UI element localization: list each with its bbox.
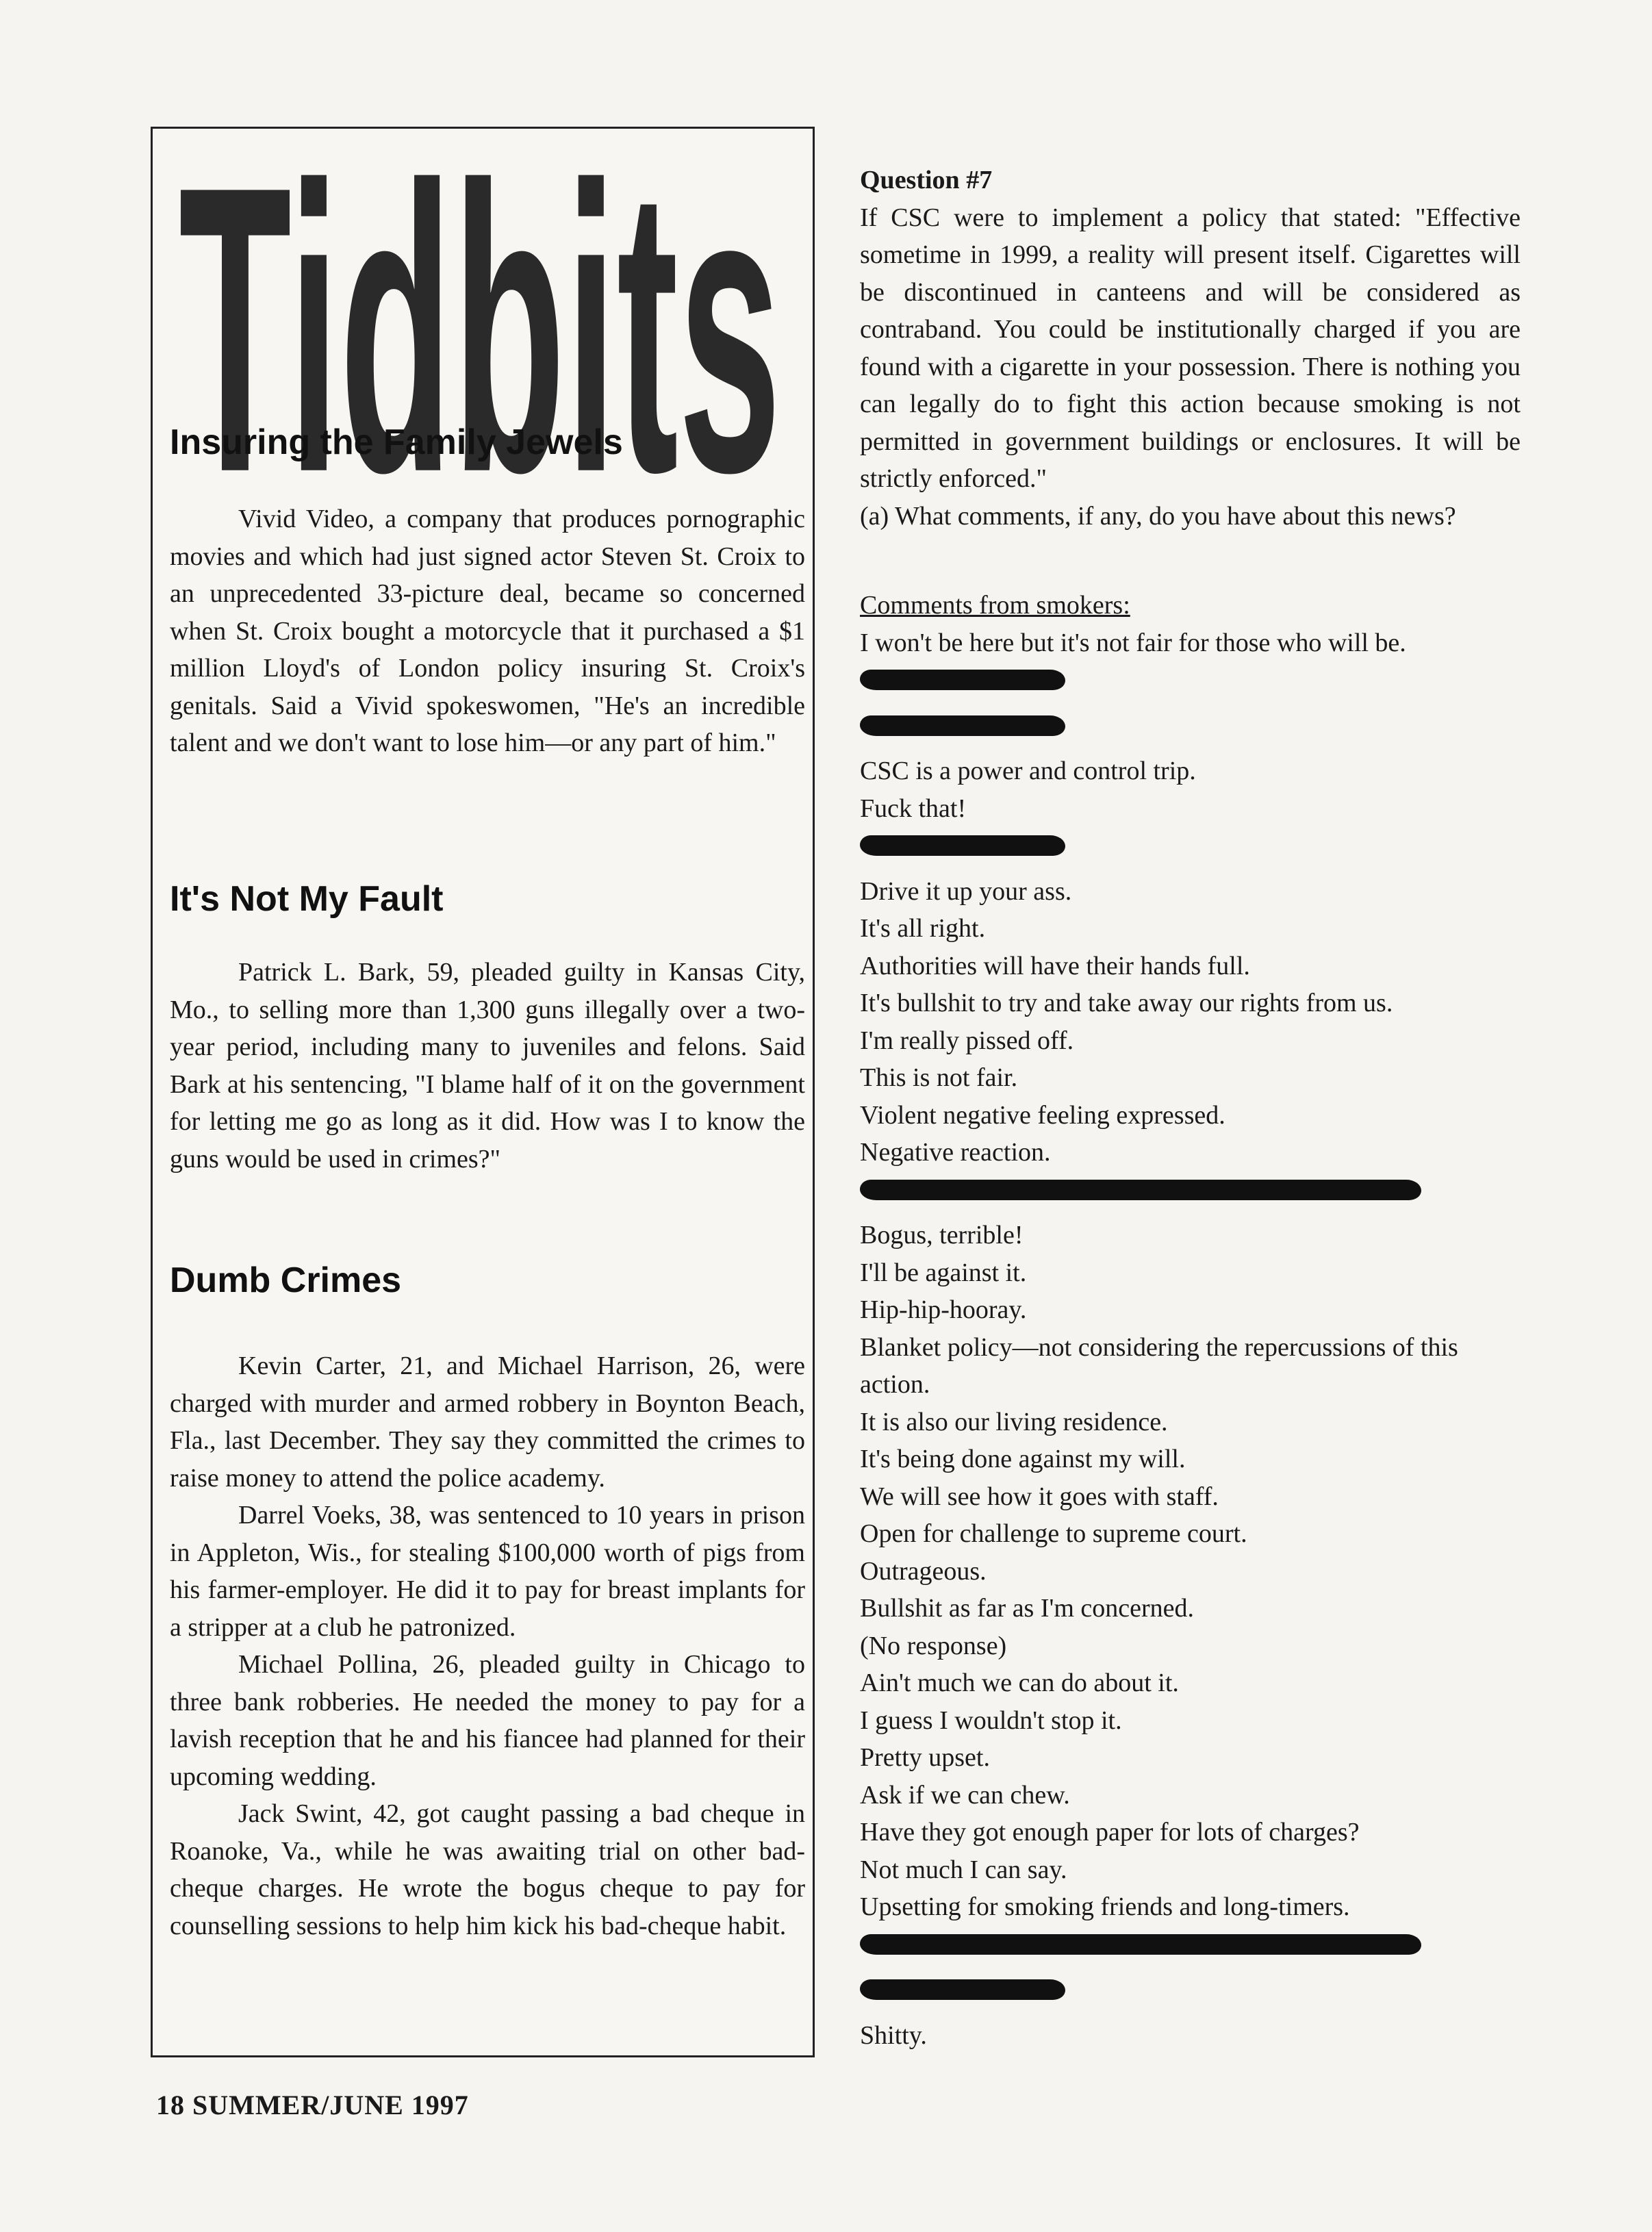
question-sub: (a) What comments, if any, do you have about this news? xyxy=(860,501,1456,531)
comment-item: Hip-hip-hooray. xyxy=(860,1295,1027,1324)
tidbits-box xyxy=(151,127,815,2057)
redaction-bar xyxy=(860,670,1065,690)
redacted-comment xyxy=(860,1979,1521,2017)
article-paragraph: Darrel Voeks, 38, was sentenced to 10 years in prison in Appleton, Wis., for stealing $100,000 worth of pigs from his farmer-employer. He did it to pay for breast implants for a stripper at a club he patronized. xyxy=(170,1501,805,1642)
comment-item: It is also our living residence. xyxy=(860,1407,1168,1436)
comment-item: Negative reaction. xyxy=(860,1138,1051,1167)
comment-item: Blanket policy—not considering the repercussions of this action. xyxy=(860,1332,1458,1399)
redaction-bar xyxy=(860,835,1065,856)
article-paragraph: Jack Swint, 42, got caught passing a bad cheque in Roanoke, Va., while he was awaiting trial on other bad-cheque charges. He wrote the bogus cheque to pay for counselling sessions to help him kick his bad-cheque habit. xyxy=(170,1799,805,1940)
masthead-title: Tidbits xyxy=(179,163,781,533)
article-paragraph: Michael Pollina, 26, pleaded guilty in Chicago to three bank robberies. He needed the money to pay for a lavish reception that he and his fiancee had planned for their upcoming wedding. xyxy=(170,1650,805,1791)
comment-item: Drive it up your ass. xyxy=(860,876,1072,906)
comment-item: I'm really pissed off. xyxy=(860,1026,1074,1055)
survey-question-column xyxy=(860,162,1521,2054)
page-number: 18 xyxy=(156,2090,185,2120)
redacted-comment xyxy=(860,670,1521,707)
comment-item: I'll be against it. xyxy=(860,1258,1027,1287)
comment-item: It's bullshit to try and take away our rights from us. xyxy=(860,989,1393,1017)
comment-item: Authorities will have their hands full. xyxy=(860,951,1250,980)
comment-item: Violent negative feeling expressed. xyxy=(860,1100,1225,1130)
article-heading-not-my-fault: It's Not My Fault xyxy=(170,879,444,919)
redacted-comment xyxy=(860,1934,1521,1972)
comments-heading: Comments from smokers: xyxy=(860,591,1130,620)
comment-item: Ain't much we can do about it. xyxy=(860,1669,1179,1697)
comments-list xyxy=(860,624,1521,2055)
comment-item: Bullshit as far as I'm concerned. xyxy=(860,1594,1195,1623)
redaction-bar xyxy=(860,1979,1065,2000)
comment-item: It's being done against my will. xyxy=(860,1445,1186,1473)
comment-item: Not much I can say. xyxy=(860,1855,1067,1884)
comment-item: Shitty. xyxy=(860,2020,927,2050)
article-not-my-fault xyxy=(170,954,805,1178)
article-heading-dumb-crimes: Dumb Crimes xyxy=(170,1260,402,1300)
redacted-comment xyxy=(860,835,1521,873)
comment-item: I won't be here but it's not fair for those who will be. xyxy=(860,628,1406,657)
comment-item: It's all right. xyxy=(860,914,986,943)
comment-item: Pretty upset. xyxy=(860,1743,990,1772)
article-paragraph: Vivid Video, a company that produces pornographic movies and which had just signed actor Steven St. Croix to an unprecedented 33-picture deal, became so concerned when St. Croix bought a motorcycle that it purchased a $1 million Lloyd's of London policy insuring St. Croix's genitals. Said a Vivid spokeswomen, "He's an incredible talent and we don't want to lose him—or any part of him." xyxy=(170,505,805,757)
comment-item: This is not fair. xyxy=(860,1063,1018,1092)
comment-item: Ask if we can chew. xyxy=(860,1780,1070,1810)
redacted-comment xyxy=(860,715,1521,753)
comment-item: (No response) xyxy=(860,1631,1007,1660)
tidbits-masthead xyxy=(165,163,795,533)
article-dumb-crimes xyxy=(170,1347,805,1944)
redacted-comment xyxy=(860,1180,1521,1217)
redaction-bar xyxy=(860,715,1065,736)
issue-date: SUMMER/JUNE 1997 xyxy=(192,2090,469,2120)
comment-item: Upsetting for smoking friends and long-timers. xyxy=(860,1892,1350,1921)
comment-item: Fuck that! xyxy=(860,794,967,823)
redaction-bar xyxy=(860,1180,1421,1200)
question-text: If CSC were to implement a policy that stated: "Effective sometime in 1999, a reality will present itself. Cigarettes will be discontinued in canteens and will be considered as contraband. You could be institutionally charged if you are found with a cigarette in your possession. There is nothing you can legally do to fight this action because smoking is not permitted in government buildings or enclosures. It will be strictly enforced." xyxy=(860,203,1521,493)
comment-item: Outrageous. xyxy=(860,1556,987,1586)
comment-item: Have they got enough paper for lots of charges? xyxy=(860,1818,1360,1847)
article-paragraph: Kevin Carter, 21, and Michael Harrison, 26, were charged with murder and armed robbery in Boynton Beach, Fla., last December. They say they committed the crimes to raise money to attend the police academy. xyxy=(170,1352,805,1493)
comment-item: CSC is a power and control trip. xyxy=(860,757,1196,785)
article-insuring xyxy=(170,500,805,762)
article-paragraph: Patrick L. Bark, 59, pleaded guilty in Kansas City, Mo., to selling more than 1,300 guns illegally over a two-year period, including many to juveniles and felons. Said Bark at his sentencing, "I blame half of it on the government for letting me go as long as it did. How was I to know the guns would be used in crimes?" xyxy=(170,958,805,1174)
comment-item: Open for challenge to supreme court. xyxy=(860,1519,1247,1548)
comment-item: We will see how it goes with staff. xyxy=(860,1482,1219,1511)
article-heading-insuring: Insuring the Family Jewels xyxy=(170,422,623,462)
question-title: Question #7 xyxy=(860,166,993,194)
comment-item: I guess I wouldn't stop it. xyxy=(860,1705,1122,1735)
comment-item: Bogus, terrible! xyxy=(860,1221,1024,1250)
redaction-bar xyxy=(860,1934,1421,1955)
page-footer xyxy=(156,2088,469,2122)
